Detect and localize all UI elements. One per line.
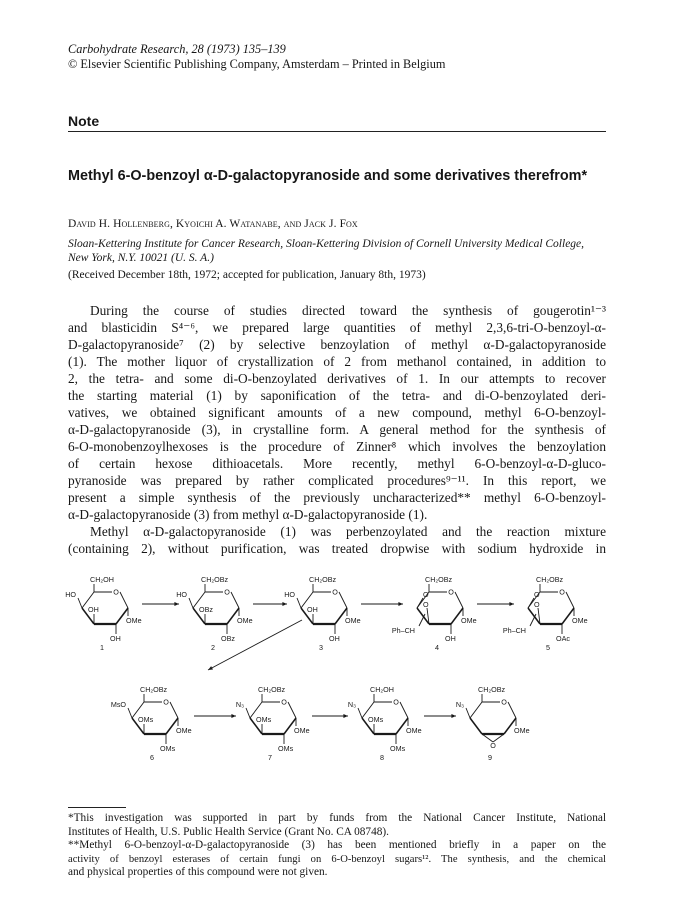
reaction-arrow xyxy=(361,602,403,606)
compound-number: 2 xyxy=(211,643,215,652)
epoxide-oxygen-label: O xyxy=(490,741,496,750)
c4-bond xyxy=(189,598,193,608)
author-list: David H. Hollenberg, Kyoichi A. Watanabe, and Jack J. Fox xyxy=(68,218,358,230)
c1-substituent-label: OMe xyxy=(514,726,530,735)
compound-number: 7 xyxy=(268,753,272,762)
c3-substituent-label: OH xyxy=(307,605,318,614)
body-line: pyranoside was prepared by rather complicated procedures⁹⁻¹¹. In this report, we xyxy=(68,473,606,488)
body-line: D-galactopyranoside⁷ (2) by selective benzoylation of methyl α-D-galactopyranoside xyxy=(68,337,606,352)
ring-bond xyxy=(288,702,296,718)
reaction-arrow xyxy=(253,602,287,606)
ring-bond xyxy=(120,592,128,608)
ring-oxygen-label: O xyxy=(448,587,454,597)
body-line: α-D-galactopyranoside (3) from methyl α-D-galactopyranoside (1). xyxy=(68,507,428,522)
c4-bond xyxy=(358,708,362,718)
c4-bond xyxy=(466,708,470,718)
ring-bond xyxy=(455,592,463,608)
ring-oxygen-label: O xyxy=(281,697,287,707)
body-line: vatives, we obtained significant amounts of a new compound, methyl 6-O-benzoyl- xyxy=(68,405,606,420)
c1-substituent-label: OMe xyxy=(126,616,142,625)
section-label: Note xyxy=(68,113,100,129)
ring-bond xyxy=(339,592,347,608)
journal-header xyxy=(68,42,445,72)
body-line: of certain hexose dithioacetals. More recently, methyl 6-O-benzoyl-α-D-gluco- xyxy=(68,456,606,471)
c4-bond xyxy=(246,708,250,718)
c6-substituent-label: CH₂OBz xyxy=(478,685,506,694)
molecule-7 xyxy=(236,685,310,762)
body-line: the starting material (1) by saponification of the tetra- and di-O-benzoylated deri- xyxy=(68,388,606,403)
ring-oxygen-label: O xyxy=(224,587,230,597)
footnote-line: *This investigation was supported in part by funds from the National Cancer Institute, National xyxy=(68,812,606,824)
footnote-line: **Methyl 6-O-benzoyl-α-D-galactopyranoside (3) has been mentioned briefly in a paper on the xyxy=(68,839,606,851)
arrow-head xyxy=(343,714,348,718)
arrow-head xyxy=(174,602,179,606)
affiliation: Sloan-Kettering Institute for Cancer Research, Sloan-Kettering Division of Cornell University Medical College, New York, N.Y. 10021 (U. S. A.) xyxy=(68,238,585,264)
c6-substituent-label: CH₂OH xyxy=(370,685,394,694)
c4-bond xyxy=(297,598,301,608)
article-title: Methyl 6-O-benzoyl α-D-galactopyranoside and some derivatives therefrom* xyxy=(68,168,588,184)
body-line: (containing 2), without purification, was treated dropwise with sodium hydroxide in xyxy=(68,541,606,556)
arrow-head xyxy=(398,602,403,606)
paragraph-2 xyxy=(68,523,606,557)
ring-bond xyxy=(566,592,574,608)
c2-substituent-label: OMs xyxy=(160,744,176,753)
ring-bond xyxy=(231,592,239,608)
section-rule xyxy=(68,131,606,132)
acetal-oxygen-label: O xyxy=(534,600,540,609)
c3-substituent-label: OH xyxy=(88,605,99,614)
reaction-arrow xyxy=(312,714,348,718)
c2-substituent-label: OAc xyxy=(556,634,570,643)
arrow-head xyxy=(451,714,456,718)
compound-number: 1 xyxy=(100,643,104,652)
body-line: (1). The mother liquor of crystallization of 2 from methanol contained, in addition to xyxy=(68,354,606,369)
c6-substituent-label: CH₂OBz xyxy=(536,575,564,584)
c6-substituent-label: CH₂OBz xyxy=(258,685,286,694)
ring-oxygen-label: O xyxy=(559,587,565,597)
body-text xyxy=(68,302,606,557)
arrow-head xyxy=(231,714,236,718)
c6-substituent-label: CH₂OBz xyxy=(201,575,229,584)
c4-substituent-label: HO xyxy=(176,590,187,599)
c6-substituent-label: CH₂OBz xyxy=(140,685,168,694)
reaction-arrow xyxy=(208,620,302,670)
acetal-oxygen-label: O xyxy=(534,590,540,599)
c2-substituent-label: OH xyxy=(110,634,121,643)
arrow-head xyxy=(509,602,514,606)
paragraph-1 xyxy=(68,302,606,523)
footnote-line: and physical properties of this compound were not given. xyxy=(68,866,328,878)
c2-substituent-label: OMs xyxy=(278,744,294,753)
body-line: and blasticidin S⁴⁻⁶, we prepared large quantities of methyl 2,3,6-tri-O-benzoyl-α- xyxy=(68,320,606,335)
footnote-line: activity of benzoyl esterases of certain fungi on 6-O-benzoyl sugars¹². The synthesis, and the chemical xyxy=(68,853,606,865)
compound-number: 6 xyxy=(150,753,154,762)
c3-substituent-label: OMs xyxy=(138,715,154,724)
ring-bond xyxy=(170,702,178,718)
footnote-2 xyxy=(68,839,606,880)
ring-oxygen-label: O xyxy=(113,587,119,597)
body-line: 2, the tetra- and some di-O-benzoylated derivatives of 1. In our attempts to recover xyxy=(68,371,606,386)
c6-substituent-label: CH₂OBz xyxy=(309,575,337,584)
body-line: present a simple synthesis of the previously uncharacterized** methyl 6-O-benzoyl- xyxy=(68,490,606,505)
benzylidene-label: Ph–CH xyxy=(502,626,526,635)
molecule-1 xyxy=(65,575,141,652)
reaction-scheme xyxy=(65,562,606,794)
c3-substituent-label: OMs xyxy=(368,715,384,724)
body-line: During the course of studies directed toward the synthesis of gougerotin¹⁻³ xyxy=(90,303,606,318)
c4-bond xyxy=(78,598,82,608)
ring-bond xyxy=(470,718,482,734)
molecule-2 xyxy=(176,575,252,652)
c2-substituent-label: OH xyxy=(445,634,456,643)
journal-citation: Carbohydrate Research, 28 (1973) 135–139 xyxy=(68,42,286,56)
ring-bond xyxy=(470,702,482,718)
c2-substituent-label: OMs xyxy=(390,744,406,753)
reaction-arrow xyxy=(194,714,236,718)
ring-bond xyxy=(400,702,408,718)
ring-oxygen-label: O xyxy=(393,697,399,707)
publisher-line: © Elsevier Scientific Publishing Company, Amsterdam – Printed in Belgium xyxy=(68,57,446,71)
arrow-shaft xyxy=(208,620,302,670)
c1-substituent-label: OMe xyxy=(237,616,253,625)
reaction-arrow xyxy=(477,602,514,606)
c4-substituent-label: HO xyxy=(65,590,76,599)
reaction-arrow xyxy=(424,714,456,718)
received-dates: (Received December 18th, 1972; accepted for publication, January 8th, 1973) xyxy=(68,269,426,281)
compound-number: 9 xyxy=(488,753,492,762)
c2-substituent-label: OH xyxy=(329,634,340,643)
molecule-6 xyxy=(111,685,192,762)
arrow-head xyxy=(282,602,287,606)
c1-substituent-label: OMe xyxy=(461,616,477,625)
molecule-9 xyxy=(456,685,530,762)
compound-number: 4 xyxy=(435,643,439,652)
molecule-5 xyxy=(503,575,588,652)
c4-bond xyxy=(128,708,132,718)
molecule-8 xyxy=(348,685,422,762)
c3-substituent-label: OMs xyxy=(256,715,272,724)
c4-substituent-label: MsO xyxy=(110,700,126,709)
compound-number: 3 xyxy=(319,643,323,652)
footnote-rule xyxy=(68,807,126,808)
c4-substituent-label: N₃ xyxy=(235,700,244,709)
c1-substituent-label: OMe xyxy=(294,726,310,735)
c1-substituent-label: OMe xyxy=(572,616,588,625)
body-line: Methyl α-D-galactopyranoside (1) was perbenzoylated and the reaction mixture xyxy=(90,524,606,539)
acetal-oxygen-label: O xyxy=(423,590,429,599)
molecule-4 xyxy=(392,575,477,652)
c6-substituent-label: CH₂OH xyxy=(90,575,114,584)
c6-substituent-label: CH₂OBz xyxy=(425,575,453,584)
compound-number: 8 xyxy=(380,753,384,762)
c1-substituent-label: OMe xyxy=(345,616,361,625)
reaction-arrow xyxy=(142,602,179,606)
benzylidene-label: Ph–CH xyxy=(391,626,415,635)
body-line: 6-O-monobenzoylhexoses is the procedure of Zinner⁸ which involves the benzoylation xyxy=(68,439,606,454)
acetal-oxygen-label: O xyxy=(423,600,429,609)
ring-oxygen-label: O xyxy=(332,587,338,597)
c1-substituent-label: OMe xyxy=(176,726,192,735)
c4-substituent-label: N₃ xyxy=(455,700,464,709)
c4-substituent-label: HO xyxy=(284,590,295,599)
ring-bond xyxy=(508,702,516,718)
c3-substituent-label: OBz xyxy=(199,605,213,614)
footnote-line: Institutes of Health, U.S. Public Health Service (Grant No. CA 08748). xyxy=(68,825,389,838)
c1-substituent-label: OMe xyxy=(406,726,422,735)
ring-oxygen-label: O xyxy=(163,697,169,707)
molecule-3 xyxy=(284,575,360,652)
body-line: α-D-galactopyranoside (3), in crystalline form. A general method for the synthesis of xyxy=(68,422,606,437)
footnote-1 xyxy=(68,812,606,839)
c4-substituent-label: N₃ xyxy=(347,700,356,709)
compound-number: 5 xyxy=(546,643,550,652)
c2-substituent-label: OBz xyxy=(221,634,235,643)
ring-oxygen-label: O xyxy=(501,697,507,707)
